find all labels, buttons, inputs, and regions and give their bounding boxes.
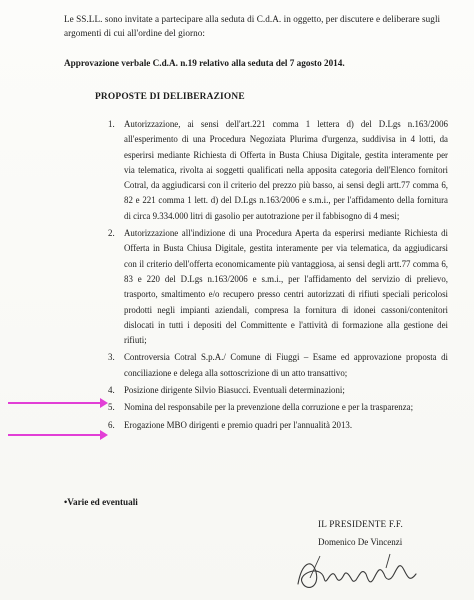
list-item — [108, 350, 448, 381]
list-item — [108, 383, 448, 398]
varie-label: Varie ed eventuali — [67, 497, 138, 507]
item-number: 3. — [108, 352, 115, 363]
item-text: Posizione dirigente Silvio Biasucci. Eventuali determinazioni; — [124, 385, 345, 396]
list-item — [108, 400, 448, 415]
deliberation-list — [108, 117, 448, 435]
item-number: 6. — [108, 419, 115, 430]
item-text: Nomina del responsabile per la prevenzione della corruzione e per la trasparenza; — [124, 402, 414, 413]
item-text: Erogazione MBO dirigenti e premio quadri per l'annualità 2013. — [124, 419, 353, 430]
item-text: Autorizzazione all'indizione di una Procedura Aperta da esperirsi mediante Richiesta di Offerta in Busta Chiusa Digitale, gestita interamente per via telematica, da aggiudicarsi con il criterio dell'offerta economicamente più vantaggiosa, ai sensi degli artt.77 comma 6, 83 e 220 del D.Lgs n.163/2006 e s.m.i., per l'affidamento del servizio di prelievo, trasporto, smaltimento e/o recupero presso centri autorizzati di rifiuti speciali pericolosi prodotti negli impianti aziendali, compresa la fornitura di idonei cassoni/contenitori dislocati in tutti i depositi del Committente e l'attività di formazione alla gestione dei rifiuti; — [124, 228, 448, 346]
item-number: 2. — [108, 228, 115, 239]
highlight-arrow-item-6 — [8, 434, 102, 436]
item-number: 4. — [108, 385, 115, 396]
signature-icon — [290, 548, 430, 596]
section-title: PROPOSTE DI DELIBERAZIONE — [95, 92, 245, 102]
president-title: IL PRESIDENTE F.F. — [318, 519, 403, 529]
intro-paragraph: Le SS.LL. sono invitate a partecipare alla seduta di C.d.A. in oggetto, per discutere e deliberare sugli argomenti di cui all'ordine del giorno: — [64, 14, 441, 38]
item-text: Autorizzazione, ai sensi dell'art.221 comma 1 lettera d) del D.Lgs n.163/2006 all'esperimento di una Procedura Negoziata Plurima d'urgenza, suddivisa in 4 lotti, da esperirsi mediante Richiesta di Offerta in Busta Chiusa Digitale, gestita interamente per via telematica, rivolta ai soggetti qualificati nella apposita categoria dell'Elenco fornitori Cotral, da aggiudicarsi con il criterio del prezzo più basso, ai sensi degli artt.77 comma 6, 82 e 221 comma 1 lett. d) del D.Lgs n.163/2006 e s.m.i., per l'affidamento della fornitura di circa 9.334.000 litri di gasolio per autotrazione per il fabbisogno di 4 mesi; — [124, 119, 448, 221]
list-item — [108, 418, 448, 433]
president-name: Domenico De Vincenzi — [318, 537, 403, 547]
highlight-arrow-item-4 — [8, 402, 102, 404]
item-number: 5. — [108, 402, 115, 413]
varie-ed-eventuali: •Varie ed eventuali — [64, 497, 138, 507]
approval-line: Approvazione verbale C.d.A. n.19 relativo alla seduta del 7 agosto 2014. — [64, 58, 345, 68]
item-text: Controversia Cotral S.p.A./ Comune di Fiuggi – Esame ed approvazione proposta di conciliazione e delega alla sottoscrizione di un atto transattivo; — [124, 352, 448, 378]
list-item — [108, 117, 448, 224]
item-number: 1. — [108, 119, 115, 129]
list-item — [108, 226, 448, 348]
